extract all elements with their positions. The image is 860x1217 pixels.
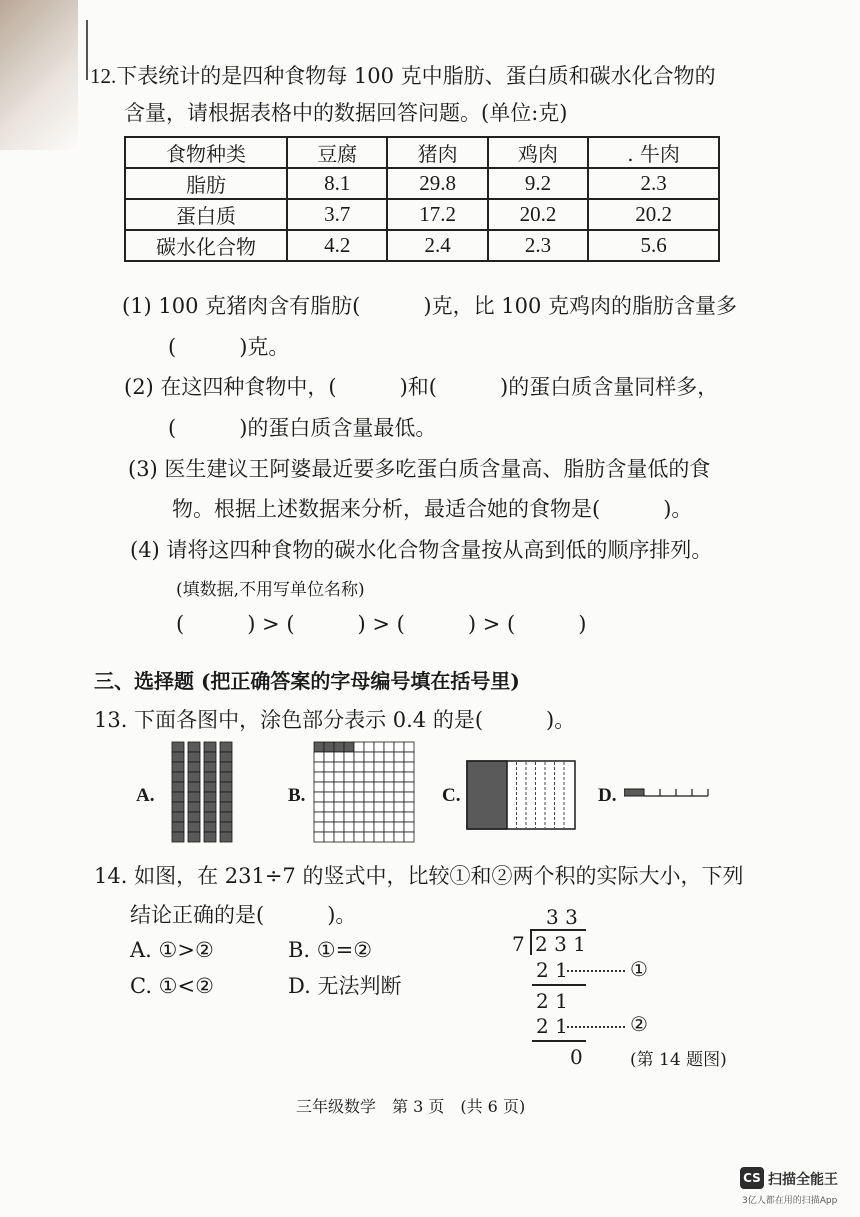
- table-cell: 20.2: [588, 199, 719, 230]
- scanner-tagline: 3亿人都在用的扫描App: [742, 1196, 838, 1206]
- scanner-brand: 扫描全能王: [768, 1172, 838, 1188]
- q14-line2: 结论正确的是( )。: [130, 903, 357, 927]
- marker-1: ①: [630, 957, 648, 981]
- page-footer: 三年级数学 第 3 页 (共 6 页): [296, 1097, 526, 1116]
- marker-2: ②: [630, 1012, 648, 1036]
- row-label: 碳水化合物: [125, 230, 287, 261]
- table-cell: 8.1: [287, 168, 387, 199]
- table-header-row: [125, 137, 719, 168]
- section3-title: 三、选择题 (把正确答案的字母编号填在括号里): [94, 669, 520, 693]
- q13-option-a-label: A.: [136, 785, 155, 806]
- table-cell: 2.3: [588, 168, 719, 199]
- table-cell: 5.6: [588, 230, 719, 261]
- q12-number: 12.: [90, 64, 117, 88]
- table-cell: 9.2: [488, 168, 588, 199]
- q14-line1: 14. 如图，在 231÷7 的竖式中，比较①和②两个积的实际大小，下列: [94, 864, 744, 888]
- q12-sub3-line1: (3) 医生建议王阿婆最近要多吃蛋白质含量高、脂肪含量低的食: [128, 457, 711, 481]
- q14-option-d: D. 无法判断: [288, 974, 402, 998]
- table-header-cell: 豆腐: [287, 137, 387, 168]
- division-quotient: 3 3: [546, 905, 578, 929]
- division-bracket: [530, 929, 532, 955]
- food-nutrition-table: [124, 136, 720, 262]
- q14-option-b: B. ①=②: [288, 938, 373, 962]
- q12-sub4-note: (填数据,不用写单位名称): [176, 580, 365, 600]
- division-divisor: 7: [512, 932, 525, 956]
- q13-figure-a: [168, 740, 238, 846]
- q13-figure-d: [624, 786, 710, 800]
- table-header-cell: 鸡肉: [488, 137, 588, 168]
- dotted-leader-1: [567, 970, 625, 972]
- table-cell: 29.8: [387, 168, 487, 199]
- q12-intro-text: 下表统计的是四种食物每 100 克中脂肪、蛋白质和碳水化合物的: [116, 64, 716, 88]
- table-row: [125, 168, 719, 199]
- row-label: 脂肪: [125, 168, 287, 199]
- q12-sub2-line2: ( )的蛋白质含量最低。: [168, 416, 437, 440]
- table-cell: 4.2: [287, 230, 387, 261]
- q12-sub4-blanks: ( ) > ( ) > ( ) > ( ): [176, 612, 587, 636]
- division-bar: [530, 929, 586, 931]
- table-cell: 20.2: [488, 199, 588, 230]
- q12-sub1-line2: ( )克。: [168, 335, 290, 359]
- table-cell: 3.7: [287, 199, 387, 230]
- division-remainder1: 2 1: [536, 989, 568, 1013]
- q13-option-b-label: B.: [288, 785, 306, 806]
- q13-figure-c: [466, 760, 578, 832]
- table-header-cell: . 牛肉: [588, 137, 719, 168]
- q14-option-c: C. ①<②: [130, 974, 214, 998]
- page-edge-line: [86, 20, 88, 80]
- q13-figure-b: [312, 740, 416, 844]
- q13-option-c-label: C.: [442, 785, 461, 806]
- scanner-logo-icon: CS: [740, 1167, 764, 1189]
- q12-intro-line2: 含量，请根据表格中的数据回答问题。(单位:克): [124, 101, 568, 125]
- division-rule-2: [532, 1040, 586, 1042]
- division-rule-1: [532, 984, 586, 986]
- q13-text: 13. 下面各图中，涂色部分表示 0.4 的是( )。: [94, 708, 576, 732]
- q12-intro-line1: [90, 64, 716, 89]
- page-edge-shadow: [0, 0, 78, 150]
- division-product2: 2 1: [536, 1014, 568, 1038]
- dotted-leader-2: [567, 1026, 625, 1028]
- q13-option-d-label: D.: [598, 785, 617, 806]
- table-cell: 2.3: [488, 230, 588, 261]
- division-dividend: 2 3 1: [535, 932, 586, 956]
- table-row: [125, 199, 719, 230]
- table-cell: 17.2: [387, 199, 487, 230]
- q12-sub4-line1: (4) 请将这四种食物的碳水化合物含量按从高到低的顺序排列。: [130, 538, 713, 562]
- division-product1: 2 1: [536, 958, 568, 982]
- q14-option-a: A. ①>②: [130, 938, 214, 962]
- table-cell: 2.4: [387, 230, 487, 261]
- q12-sub2-line1: (2) 在这四种食物中，( )和( )的蛋白质含量同样多，: [124, 375, 719, 399]
- table-header-cell: 食物种类: [125, 137, 287, 168]
- table-header-cell: 猪肉: [387, 137, 487, 168]
- q14-figure-caption: (第 14 题图): [630, 1050, 727, 1070]
- q12-sub3-line2: 物。根据上述数据来分析，最适合她的食物是( )。: [172, 497, 693, 521]
- q12-sub1-line1: (1) 100 克猪肉含有脂肪( )克，比 100 克鸡肉的脂肪含量多: [122, 294, 737, 318]
- table-row: [125, 230, 719, 261]
- row-label: 蛋白质: [125, 199, 287, 230]
- division-final: 0: [570, 1045, 583, 1069]
